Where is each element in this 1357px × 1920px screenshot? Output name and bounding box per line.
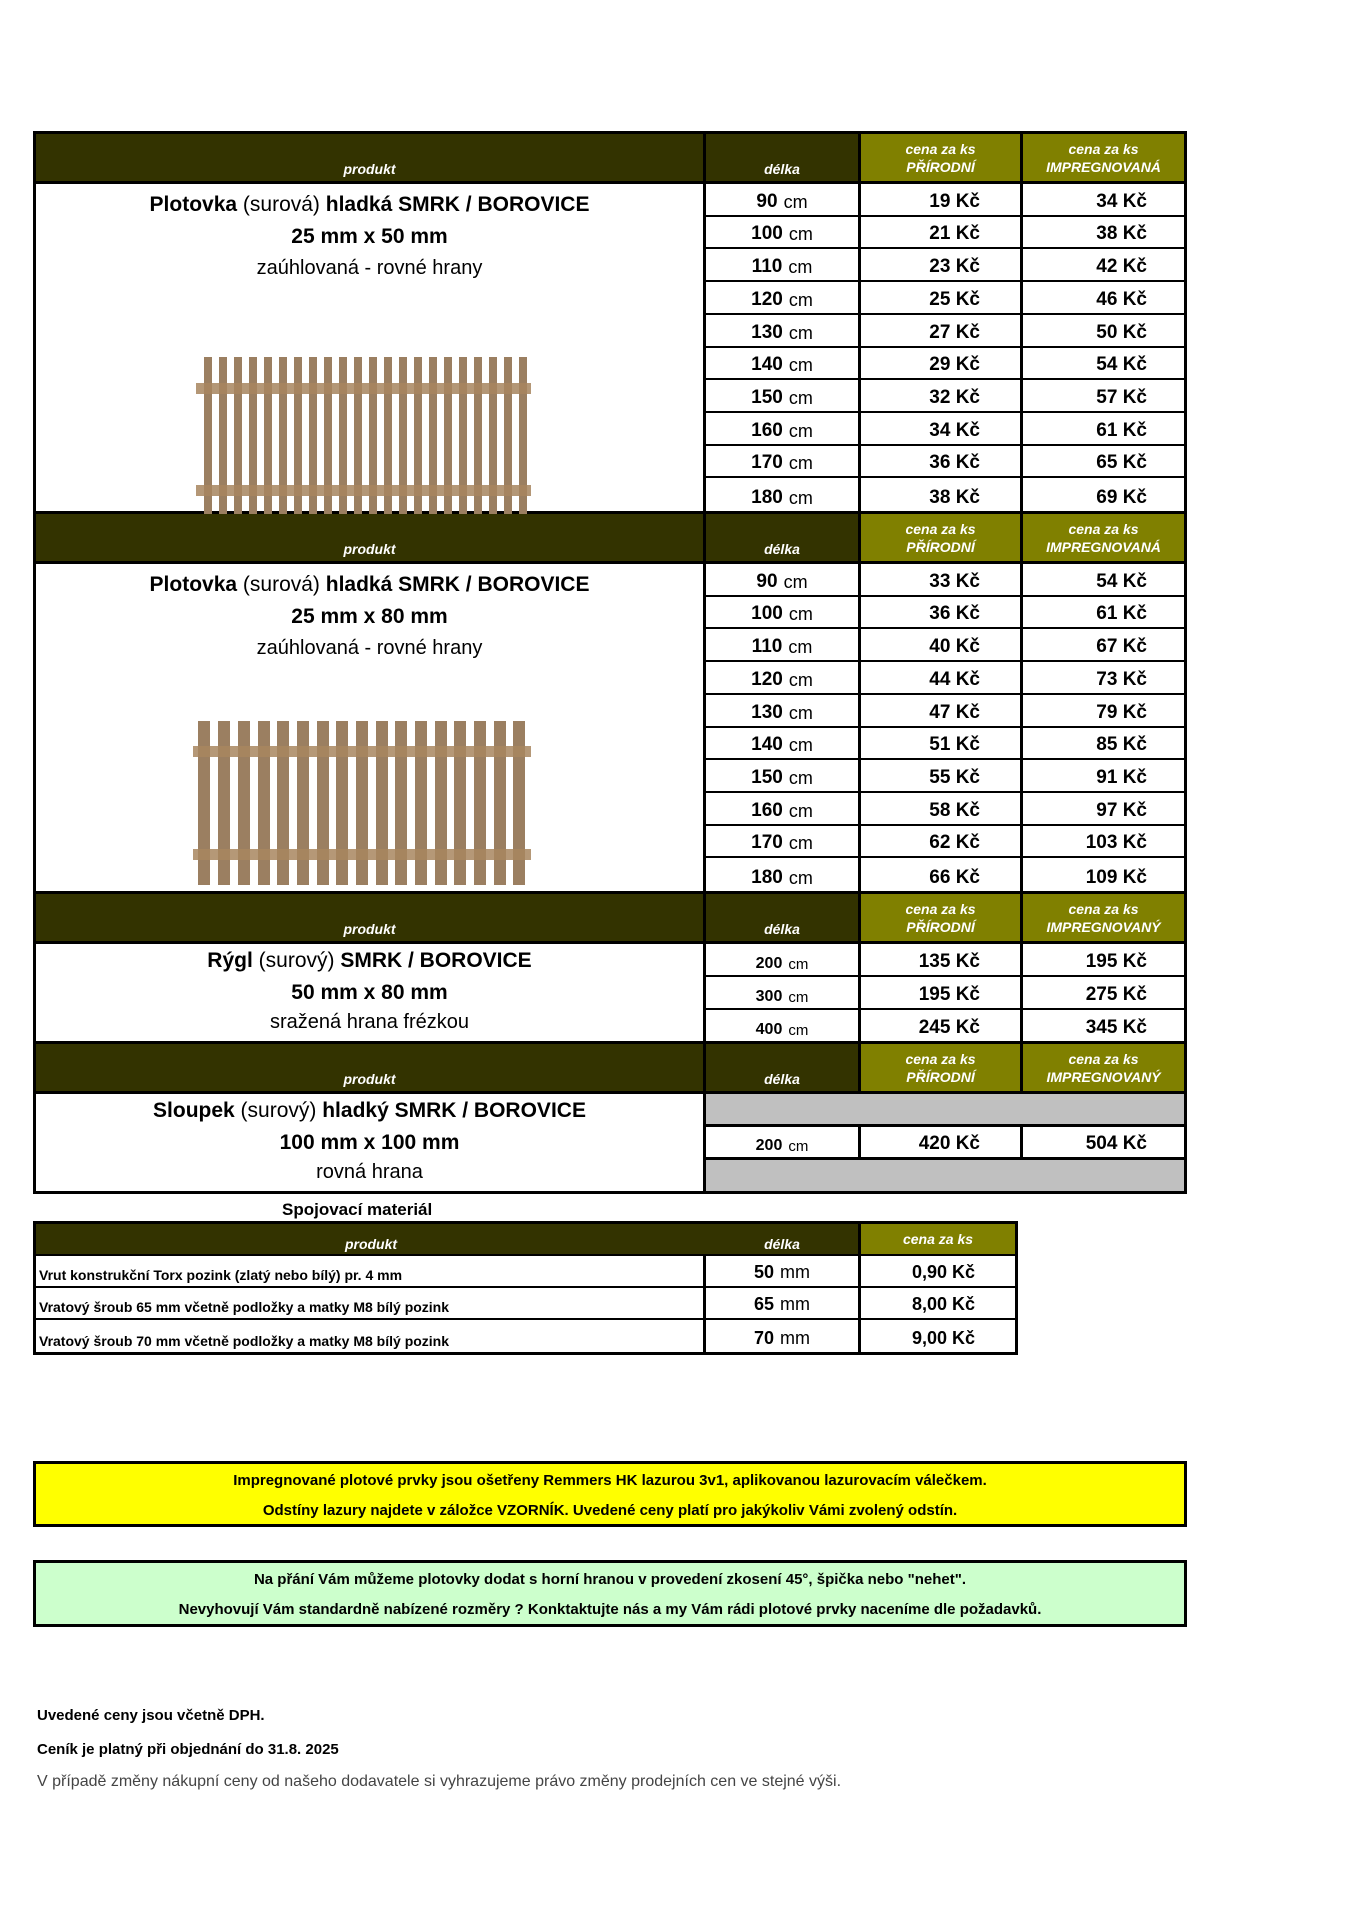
- price-rows: [706, 184, 1184, 511]
- table-row: [706, 1127, 1184, 1160]
- header-price-natural-l1: cena za ks: [905, 140, 976, 157]
- length-unit: cm: [788, 702, 813, 723]
- note-line: Odstíny lazury najdete v záložce VZORNÍK. Uvedené ceny platí pro jakýkoliv Vámi zvolený odstín.: [262, 1502, 958, 1519]
- length-cell: [706, 348, 861, 379]
- length-value: 65: [753, 1294, 775, 1314]
- price-natural: 23 Kč: [861, 249, 1023, 280]
- fastener-name: Vratový šroub 70 mm včetně podložky a matky M8 bílý pozink: [36, 1320, 706, 1352]
- length-unit: cm: [788, 735, 813, 756]
- empty-gray-row: [706, 1160, 1184, 1191]
- fasteners-title: Spojovací materiál: [282, 1200, 433, 1219]
- header-product: produkt: [36, 514, 706, 561]
- product-cell: [36, 564, 706, 891]
- price-natural: 32 Kč: [861, 380, 1023, 411]
- product-description: zaúhlovaná - rovné hrany: [256, 637, 483, 659]
- length-unit: cm: [788, 355, 813, 376]
- product-title: [36, 1096, 703, 1126]
- length-value: 110: [751, 636, 783, 658]
- price-rows: [706, 944, 1184, 1041]
- price-natural: 21 Kč: [861, 217, 1023, 248]
- fasteners-table: [33, 1221, 1018, 1355]
- product-cell: [36, 944, 706, 1041]
- length-cell: [706, 1256, 861, 1286]
- price-impreg: 46 Kč: [1096, 288, 1147, 310]
- length-cell: [706, 315, 861, 346]
- table-row: [706, 826, 1184, 859]
- length-cell: [706, 282, 861, 313]
- price-natural: 66 Kč: [861, 858, 1023, 891]
- price-impreg: 54 Kč: [1096, 570, 1147, 592]
- product-variant: (surová): [237, 193, 326, 216]
- length-cell: [706, 413, 861, 444]
- table-row: [706, 217, 1184, 250]
- product-name: Plotovka: [149, 193, 238, 216]
- table-row: [706, 629, 1184, 662]
- length-unit: mm: [780, 1328, 811, 1348]
- price-impreg: 65 Kč: [1096, 452, 1147, 474]
- table-header: [36, 1044, 1184, 1094]
- length-cell: [706, 380, 861, 411]
- header-length: délka: [706, 1224, 861, 1254]
- header-price-impreg: [1023, 1044, 1184, 1091]
- disclaimer-note: V případě změny nákupní ceny od našeho dodavatele si vyhrazujeme právo změny prodejních cen ve stejné výši.: [37, 1773, 842, 1790]
- table-row: [706, 478, 1184, 511]
- length-cell: [706, 629, 861, 660]
- header-price-natural: [861, 894, 1023, 941]
- length-value: 100: [751, 603, 783, 625]
- table-row: [706, 413, 1184, 446]
- price-natural: 62 Kč: [861, 826, 1023, 857]
- length-unit: mm: [780, 1294, 811, 1314]
- header-product: produkt: [36, 134, 706, 181]
- price-natural: 245 Kč: [861, 1010, 1023, 1041]
- price-impreg: 50 Kč: [1096, 321, 1147, 343]
- length-cell: [706, 249, 861, 280]
- product-dimensions: 100 mm x 100 mm: [279, 1131, 460, 1154]
- table-header: [36, 1224, 1015, 1256]
- length-cell: [706, 695, 861, 726]
- fastener-price: 0,90 Kč: [911, 1262, 975, 1282]
- table-row: [706, 695, 1184, 728]
- length-value: 120: [751, 668, 783, 690]
- price-natural: 44 Kč: [861, 662, 1023, 693]
- section-sloupek: [36, 1044, 1184, 1191]
- length-value: 180: [751, 487, 783, 509]
- product-material: hladká SMRK / BOROVICE: [325, 573, 590, 596]
- price-natural: 33 Kč: [861, 564, 1023, 595]
- header-price-impreg-l1: cena za ks: [1068, 1050, 1139, 1067]
- product-description: zaúhlovaná - rovné hrany: [256, 257, 483, 279]
- custom-order-note: [33, 1560, 1187, 1627]
- header-product: produkt: [36, 894, 706, 941]
- price-natural: 36 Kč: [861, 446, 1023, 477]
- price-impreg: 61 Kč: [1096, 603, 1147, 625]
- length-unit: cm: [788, 868, 813, 889]
- product-name: Sloupek: [153, 1099, 235, 1122]
- table-row: [706, 858, 1184, 891]
- length-cell: [706, 184, 861, 215]
- length-value: 300: [755, 988, 783, 1005]
- length-value: 150: [751, 386, 783, 408]
- price-rows: [706, 564, 1184, 891]
- length-value: 400: [755, 1021, 783, 1038]
- table-row: [706, 944, 1184, 977]
- price-impreg: 61 Kč: [1096, 419, 1147, 441]
- price-natural: 27 Kč: [861, 315, 1023, 346]
- table-row: [706, 282, 1184, 315]
- length-value: 140: [751, 734, 783, 756]
- length-value: 160: [751, 799, 783, 821]
- length-value: 150: [751, 766, 783, 788]
- length-unit: cm: [788, 637, 813, 658]
- product-name: Plotovka: [149, 573, 238, 596]
- header-length: délka: [706, 1044, 861, 1091]
- length-cell: [706, 826, 861, 857]
- length-cell: [706, 597, 861, 628]
- length-value: 50: [753, 1262, 775, 1282]
- header-price-impreg-l2: IMPREGNOVANÁ: [1046, 538, 1161, 555]
- length-cell: [706, 728, 861, 759]
- note-line: Impregnované plotové prvky jsou ošetřeny Remmers HK lazurou 3v1, aplikovanou lazurovacím válečkem.: [233, 1472, 987, 1489]
- price-natural: 135 Kč: [861, 944, 1023, 975]
- product-cell: [36, 1094, 706, 1191]
- length-unit: cm: [788, 257, 813, 278]
- table-row: [706, 380, 1184, 413]
- price-natural: 25 Kč: [861, 282, 1023, 313]
- length-value: 110: [751, 256, 783, 278]
- price-natural: 51 Kč: [861, 728, 1023, 759]
- price-natural: 36 Kč: [861, 597, 1023, 628]
- price-impreg: 103 Kč: [1085, 832, 1147, 854]
- product-material: SMRK / BOROVICE: [340, 949, 532, 972]
- price-impreg: 345 Kč: [1085, 1017, 1147, 1038]
- length-value: 130: [751, 701, 783, 723]
- product-title: [36, 946, 703, 976]
- price-impreg: 504 Kč: [1085, 1133, 1147, 1154]
- length-unit: cm: [788, 322, 813, 343]
- length-cell: [706, 1320, 861, 1352]
- product-dimensions: 50 mm x 80 mm: [291, 981, 448, 1004]
- table-row: [706, 728, 1184, 761]
- length-value: 140: [751, 354, 783, 376]
- length-value: 90: [756, 190, 778, 212]
- table-row: [706, 249, 1184, 282]
- length-unit: cm: [788, 767, 813, 788]
- length-value: 90: [756, 570, 778, 592]
- length-cell: [706, 760, 861, 791]
- length-value: 180: [751, 867, 783, 889]
- section-plotovka-80: [36, 514, 1184, 894]
- header-price-impreg-l2: IMPREGNOVANÝ: [1046, 918, 1161, 935]
- price-impreg: 91 Kč: [1096, 766, 1147, 788]
- product-description: rovná hrana: [316, 1161, 423, 1183]
- header-price-impreg-l2: IMPREGNOVANÁ: [1046, 158, 1161, 175]
- length-unit: cm: [788, 1138, 809, 1155]
- length-value: 200: [755, 955, 783, 972]
- table-row: [706, 564, 1184, 597]
- length-unit: cm: [788, 989, 809, 1006]
- empty-gray-row: [706, 1094, 1184, 1127]
- header-product: produkt: [36, 1044, 706, 1091]
- header-price-natural: [861, 1044, 1023, 1091]
- table-row: [706, 184, 1184, 217]
- table-row: [706, 446, 1184, 479]
- header-price-natural: [861, 134, 1023, 181]
- table-row: [706, 348, 1184, 381]
- price-impreg: 67 Kč: [1096, 636, 1147, 658]
- header-price-natural-l1: cena za ks: [905, 1050, 976, 1067]
- product-name: Rýgl: [207, 949, 253, 972]
- length-unit: cm: [788, 833, 813, 854]
- price-natural: 47 Kč: [861, 695, 1023, 726]
- length-cell: [706, 1127, 861, 1157]
- header-price-impreg-l2: IMPREGNOVANÝ: [1046, 1068, 1161, 1085]
- product-dimensions: 25 mm x 80 mm: [291, 605, 448, 628]
- length-unit: cm: [788, 224, 813, 245]
- section-rygl: [36, 894, 1184, 1044]
- product-variant: (surový): [252, 949, 341, 972]
- price-natural: 420 Kč: [861, 1127, 1023, 1157]
- header-price-natural-l2: PŘÍRODNÍ: [906, 1068, 975, 1085]
- price-impreg: 69 Kč: [1096, 487, 1147, 509]
- price-impreg: 97 Kč: [1096, 799, 1147, 821]
- price-natural: 34 Kč: [861, 413, 1023, 444]
- length-value: 200: [755, 1137, 783, 1154]
- table-row: [36, 1256, 1015, 1288]
- fastener-name: Vratový šroub 65 mm včetně podložky a matky M8 bílý pozink: [36, 1288, 706, 1318]
- header-length: délka: [706, 894, 861, 941]
- price-natural: 19 Kč: [861, 184, 1023, 215]
- fastener-price: 9,00 Kč: [911, 1328, 975, 1348]
- table-row: [706, 760, 1184, 793]
- length-unit: cm: [783, 191, 808, 212]
- product-material: hladká SMRK / BOROVICE: [325, 193, 590, 216]
- length-value: 100: [751, 223, 783, 245]
- price-impreg: 109 Kč: [1085, 867, 1147, 889]
- length-cell: [706, 1010, 861, 1041]
- header-price-natural-l2: PŘÍRODNÍ: [906, 158, 975, 175]
- header-price-impreg-l1: cena za ks: [1068, 520, 1139, 537]
- product-variant: (surový): [234, 1099, 323, 1122]
- price-natural: 40 Kč: [861, 629, 1023, 660]
- header-price-impreg: [1023, 134, 1184, 181]
- length-unit: cm: [788, 1022, 809, 1039]
- header-price-natural-l1: cena za ks: [905, 520, 976, 537]
- price-impreg: 85 Kč: [1096, 734, 1147, 756]
- header-price-natural-l2: PŘÍRODNÍ: [906, 538, 975, 555]
- price-natural: 29 Kč: [861, 348, 1023, 379]
- length-value: 70: [753, 1328, 775, 1348]
- table-header: [36, 134, 1184, 184]
- length-cell: [706, 858, 861, 891]
- price-impreg: 73 Kč: [1096, 668, 1147, 690]
- product-description: sražená hrana frézkou: [269, 1011, 469, 1033]
- length-value: 170: [751, 452, 783, 474]
- length-value: 160: [751, 419, 783, 441]
- length-unit: cm: [788, 956, 809, 973]
- header-price-impreg-l1: cena za ks: [1068, 140, 1139, 157]
- price-impreg: 42 Kč: [1096, 256, 1147, 278]
- length-unit: mm: [780, 1262, 811, 1282]
- length-cell: [706, 944, 861, 975]
- product-dimensions: 25 mm x 50 mm: [291, 225, 448, 248]
- product-title: [36, 570, 703, 600]
- length-cell: [706, 446, 861, 477]
- price-table: [33, 131, 1187, 1194]
- length-cell: [706, 1288, 861, 1318]
- fence-image: [196, 357, 531, 523]
- table-row: [36, 1320, 1015, 1352]
- table-row: [706, 597, 1184, 630]
- price-natural: 38 Kč: [861, 478, 1023, 511]
- length-unit: cm: [788, 420, 813, 441]
- validity-note: Ceník je platný při objednání do 31.8. 2025: [37, 1741, 339, 1758]
- length-cell: [706, 217, 861, 248]
- header-price-impreg: [1023, 894, 1184, 941]
- length-cell: [706, 977, 861, 1008]
- header-length: délka: [706, 514, 861, 561]
- table-header: [36, 894, 1184, 944]
- header-price: cena za ks: [861, 1224, 1015, 1254]
- table-row: [706, 315, 1184, 348]
- price-impreg: 79 Kč: [1096, 701, 1147, 723]
- price-natural: 55 Kč: [861, 760, 1023, 791]
- fence-image: [193, 721, 531, 887]
- product-variant: (surová): [237, 573, 326, 596]
- table-header: [36, 514, 1184, 564]
- header-price-impreg: [1023, 514, 1184, 561]
- length-unit: cm: [788, 669, 813, 690]
- note-line: Nevyhovují Vám standardně nabízené rozměry ? Konktaktujte nás a my Vám rádi plotové prvky naceníme dle požadavků.: [178, 1601, 1042, 1618]
- impregnation-note: [33, 1461, 1187, 1527]
- price-impreg: 195 Kč: [1085, 951, 1147, 972]
- header-price-impreg-l1: cena za ks: [1068, 900, 1139, 917]
- length-unit: cm: [788, 387, 813, 408]
- length-value: 120: [751, 288, 783, 310]
- length-unit: cm: [788, 453, 813, 474]
- length-value: 130: [751, 321, 783, 343]
- header-price-natural-l2: PŘÍRODNÍ: [906, 918, 975, 935]
- length-cell: [706, 793, 861, 824]
- section-plotovka-50: [36, 134, 1184, 514]
- table-row: [706, 1010, 1184, 1041]
- note-line: Na přání Vám můžeme plotovky dodat s horní hranou v provedení zkosení 45°, špička nebo "nehet".: [253, 1571, 967, 1588]
- price-rows: [706, 1094, 1184, 1191]
- price-natural: 195 Kč: [861, 977, 1023, 1008]
- length-value: 170: [751, 832, 783, 854]
- product-title: [36, 190, 703, 220]
- length-unit: cm: [788, 800, 813, 821]
- header-price-natural-l1: cena za ks: [905, 900, 976, 917]
- header-product: produkt: [36, 1224, 706, 1254]
- header-price-natural: [861, 514, 1023, 561]
- table-row: [706, 977, 1184, 1010]
- table-row: [706, 793, 1184, 826]
- length-cell: [706, 478, 861, 511]
- price-impreg: 57 Kč: [1096, 386, 1147, 408]
- vat-note: Uvedené ceny jsou včetně DPH.: [37, 1707, 265, 1724]
- length-unit: cm: [788, 604, 813, 625]
- price-impreg: 34 Kč: [1096, 190, 1147, 212]
- length-cell: [706, 564, 861, 595]
- price-natural: 58 Kč: [861, 793, 1023, 824]
- length-cell: [706, 662, 861, 693]
- header-length: délka: [706, 134, 861, 181]
- product-cell: [36, 184, 706, 511]
- table-row: [36, 1288, 1015, 1320]
- length-unit: cm: [788, 289, 813, 310]
- length-unit: cm: [783, 571, 808, 592]
- table-row: [706, 662, 1184, 695]
- price-impreg: 38 Kč: [1096, 223, 1147, 245]
- length-unit: cm: [788, 488, 813, 509]
- fastener-price: 8,00 Kč: [911, 1294, 975, 1314]
- price-impreg: 275 Kč: [1085, 984, 1147, 1005]
- price-impreg: 54 Kč: [1096, 354, 1147, 376]
- fastener-name: Vrut konstrukční Torx pozink (zlatý nebo bílý) pr. 4 mm: [36, 1256, 706, 1286]
- product-material: hladký SMRK / BOROVICE: [322, 1099, 586, 1122]
